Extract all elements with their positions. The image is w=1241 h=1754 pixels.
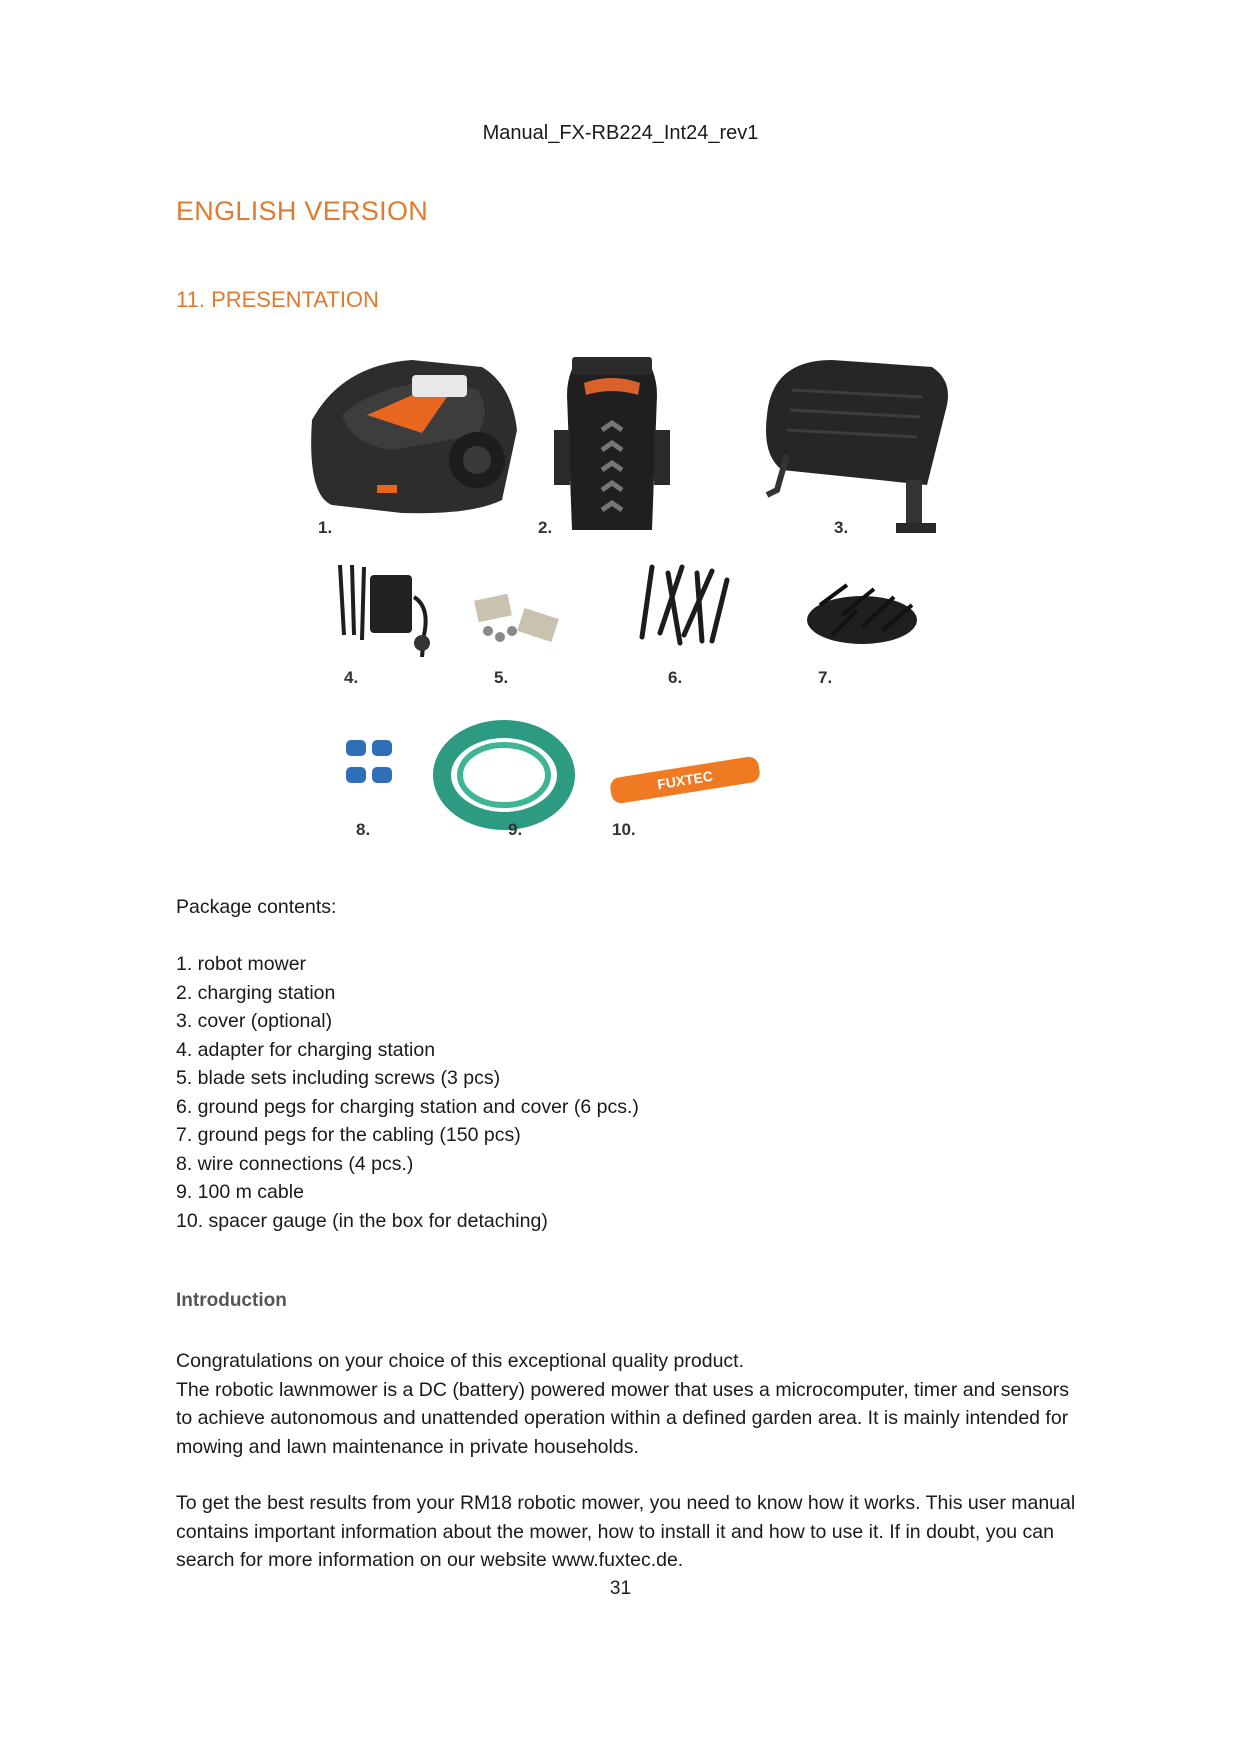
section-heading: 11. PRESENTATION: [176, 287, 379, 312]
list-item: 4. adapter for charging station: [176, 1038, 436, 1061]
figure-label-4: 4.: [344, 668, 359, 687]
robot-mower-illustration: [311, 360, 517, 513]
list-item: 1. robot mower: [176, 953, 307, 975]
package-contents-title: Package contents:: [176, 896, 337, 918]
list-item: 9. 100 m cable: [176, 1181, 304, 1203]
list-item: 8. wire connections (4 pcs.): [176, 1152, 414, 1175]
figure-label-1: 1.: [318, 518, 333, 537]
document-id: Manual_FX-RB224_Int24_rev1: [482, 122, 759, 144]
figure-label-3: 3.: [834, 518, 849, 537]
page-number: 31: [609, 1578, 632, 1599]
ground-pegs-illustration: [642, 567, 727, 643]
introduction-heading: Introduction: [176, 1290, 287, 1311]
list-item: 6. ground pegs for charging station and cover (6 pcs.): [176, 1095, 639, 1118]
list-item: 2. charging station: [176, 981, 336, 1004]
adapter-illustration: [340, 565, 430, 657]
introduction-line-1: Congratulations on your choice of this exceptional quality product.: [176, 1350, 745, 1372]
list-item: 7. ground pegs for the cabling (150 pcs): [176, 1124, 521, 1146]
figure-label-5: 5.: [494, 668, 509, 687]
blade-sets-illustration: [474, 594, 559, 642]
figure-label-7: 7.: [818, 668, 833, 687]
package-contents-figure: [272, 335, 962, 875]
introduction-paragraph-1: [176, 1347, 1076, 1461]
cable-coil-illustration: [442, 729, 566, 821]
spacer-gauge-brand: FUXTEC: [656, 767, 714, 793]
cable-pegs-illustration: [807, 585, 917, 644]
figure-label-2: 2.: [538, 518, 553, 537]
version-heading: ENGLISH VERSION: [176, 196, 429, 226]
list-item: 3. cover (optional): [176, 1010, 333, 1032]
wire-connections-illustration: [346, 740, 392, 783]
figure-label-6: 6.: [668, 668, 683, 687]
package-contents-list: [176, 950, 639, 1235]
introduction-paragraph-2: To get the best results from your RM18 robotic mower, you need to know how it works. This user manual contains important information about the mower, how to install it and how to use it. If in doubt, you can search for more information on our website www.fuxtec.de.: [176, 1492, 1076, 1571]
charging-station-illustration: [554, 357, 670, 530]
spacer-gauge-illustration: [609, 755, 761, 804]
list-item: 10. spacer gauge (in the box for detaching): [176, 1209, 548, 1232]
cover-illustration: [766, 360, 948, 533]
figure-label-10: 10.: [612, 820, 636, 839]
figure-label-8: 8.: [356, 820, 371, 839]
list-item: 5. blade sets including screws (3 pcs): [176, 1067, 501, 1089]
introduction-line-2: The robotic lawnmower is a DC (battery) powered mower that uses a microcomputer, timer and sensors to achieve autonomous and unattended operation within a defined garden area. It is mainly intended for mowing and lawn maintenance in private households.: [176, 1378, 1070, 1458]
figure-label-9: 9.: [508, 820, 523, 839]
